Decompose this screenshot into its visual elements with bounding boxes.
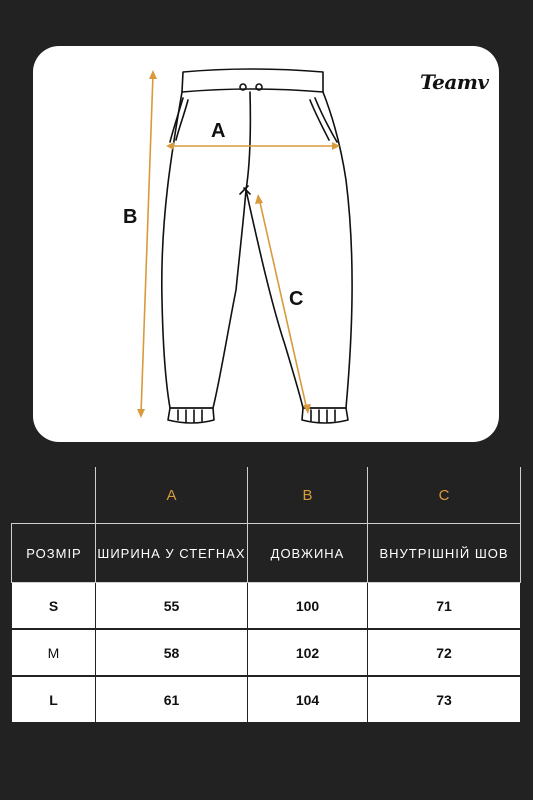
size-header-cell <box>11 523 96 583</box>
table-cell: 55 <box>96 583 247 628</box>
table-row-size-cell: M <box>12 630 95 675</box>
dimension-label-c: C <box>289 288 304 310</box>
table-cell: 100 <box>248 583 367 628</box>
table-cell: 71 <box>368 583 520 628</box>
table-cell: 58 <box>96 630 247 675</box>
column-label-c: ВНУТРІШНІЙ ШОВ <box>379 545 509 561</box>
table-cell: 61 <box>96 677 247 722</box>
column-letter-a: A <box>166 486 177 504</box>
column-label-a: ШИРИНА У СТЕГНАХ <box>97 545 246 561</box>
table-cell: 72 <box>368 630 520 675</box>
size-header-label: РОЗМІР <box>26 545 82 561</box>
column-letter-c: C <box>438 486 450 504</box>
table-cell: 73 <box>368 677 520 722</box>
column-letter-b: B <box>302 486 313 504</box>
dimension-label-a: A <box>211 120 226 142</box>
table-row-size-cell: L <box>12 677 95 722</box>
table-cell: 102 <box>248 630 367 675</box>
column-label-b: ДОВЖИНА <box>270 545 345 561</box>
table-row-size-cell: S <box>12 583 95 628</box>
table-cell: 104 <box>248 677 367 722</box>
brand-logo: Teamv <box>420 70 489 94</box>
dimension-label-b: B <box>123 206 138 228</box>
